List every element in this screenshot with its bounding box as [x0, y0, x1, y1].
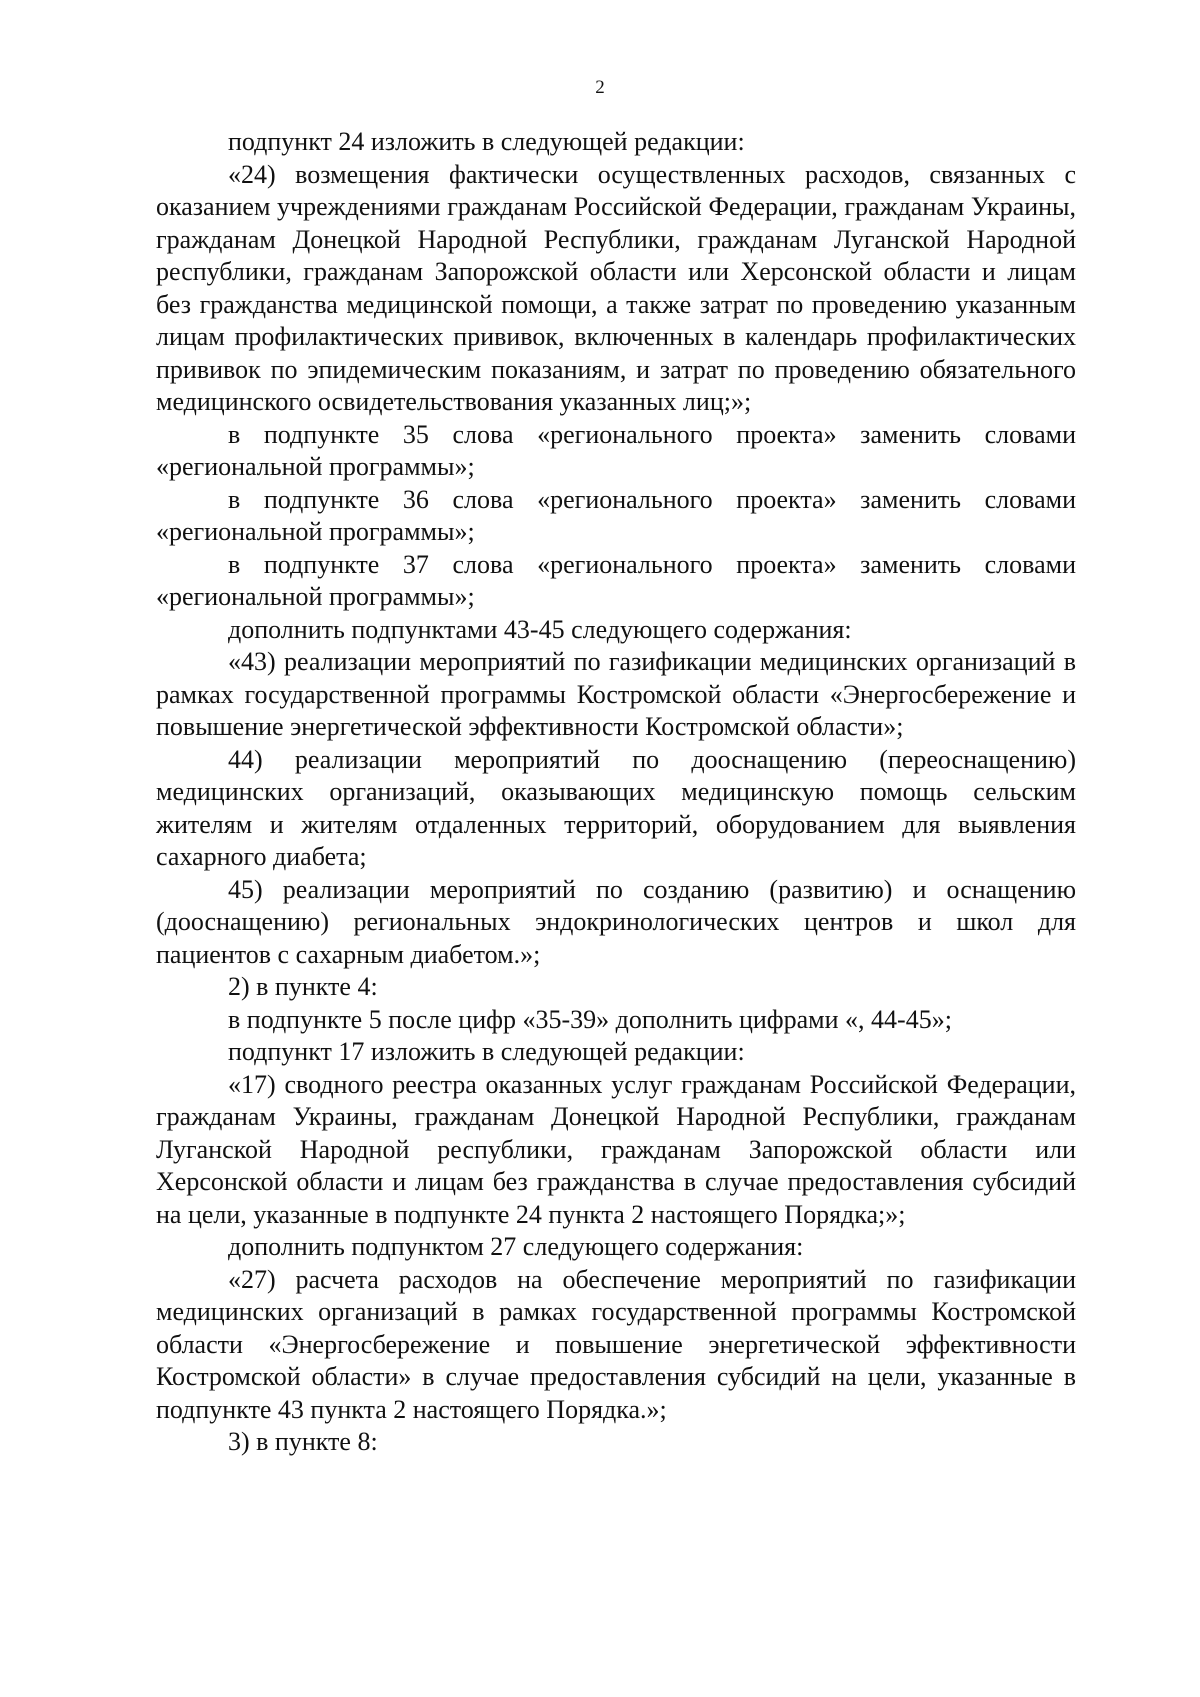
paragraph-add-43-45: дополнить подпунктами 43-45 следующего содержания:	[228, 614, 852, 644]
paragraph-subitem-24-intro: подпункт 24 изложить в следующей редакции:	[228, 127, 745, 156]
paragraph-subitem-37: в подпункте 37 слова «регионального проекта» заменить словами «региональной программы»;	[156, 549, 1076, 611]
paragraph-subitem-35: в подпункте 35 слова «регионального проекта» заменить словами «региональной программы»;	[156, 419, 1076, 481]
paragraph-item-8: 3) в пункте 8:	[228, 1427, 378, 1456]
paragraph-subitem-45: 45) реализации мероприятий по созданию (развитию) и оснащению (дооснащению) региональных эндокринологических центров и школ для пациентов с сахарным диабетом.»;	[156, 874, 1076, 969]
paragraph-subitem-24-text: «24) возмещения фактически осуществленных расходов, связанных с оказанием учреждениями гражданам Российской Федерации, гражданам Украины, гражданам Донецкой Народной Республики, гражданам Луганской Народной республики, гражданам Запорожской области или Херсонской области и лицам без гражданства медицинской помощи, а также затрат по проведению указанным лицам профилактических прививок, включенных в календарь профилактических прививок по эпидемическим показаниям, и затрат по проведению обязательного медицинского освидетельствования указанных лиц;»;	[156, 159, 1076, 416]
paragraph-subitem-27-text: «27) расчета расходов на обеспечение мероприятий по газификации медицинских организаций в рамках государственной программы Костромской области «Энергосбережение и повышение энергетической эффективности Костромской области» в случае предоставления субсидий на цели, указанные в подпункте 43 пункта 2 настоящего Порядка.»;	[156, 1264, 1076, 1424]
paragraph-subitem-5: в подпункте 5 после цифр «35-39» дополнить цифрами «, 44-45»;	[228, 1004, 952, 1034]
paragraph-add-27: дополнить подпунктом 27 следующего содержания:	[228, 1232, 804, 1261]
page-number: 2	[595, 77, 605, 98]
paragraph-subitem-17-text: «17) сводного реестра оказанных услуг гражданам Российской Федерации, гражданам Украины, гражданам Донецкой Народной Республики, гражданам Луганской Народной республики, гражданам Запорожской области или Херсонской области и лицам без гражданства в случае предоставления субсидий на цели, указанные в подпункте 24 пункта 2 настоящего Порядка;»;	[156, 1069, 1076, 1229]
paragraph-subitem-44: 44) реализации мероприятий по дооснащению (переоснащению) медицинских организаций, оказывающих медицинскую помощь сельским жителям и жителям отдаленных территорий, оборудованием для выявления сахарного диабета;	[156, 744, 1076, 871]
paragraph-subitem-36: в подпункте 36 слова «регионального проекта» заменить словами «региональной программы»;	[156, 484, 1076, 546]
paragraph-subitem-43: «43) реализации мероприятий по газификации медицинских организаций в рамках государственной программы Костромской области «Энергосбережение и повышение энергетической эффективности Костромской области»;	[156, 647, 1076, 741]
paragraph-item-4: 2) в пункте 4:	[228, 972, 378, 1001]
paragraph-subitem-17-intro: подпункт 17 изложить в следующей редакции:	[228, 1037, 745, 1066]
document-body	[156, 126, 1076, 1459]
